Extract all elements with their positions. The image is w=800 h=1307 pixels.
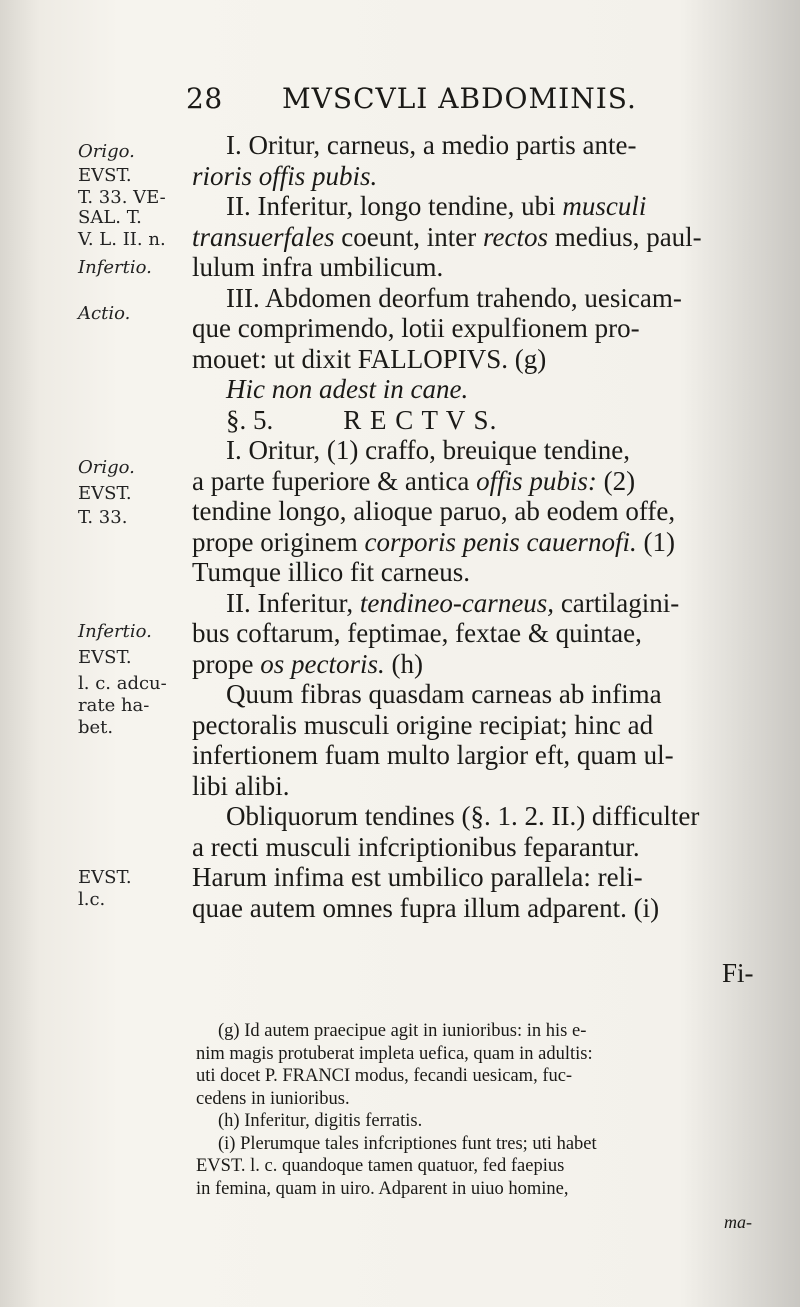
margin-note: SAL. T.: [78, 207, 142, 228]
text-line: Quum fibras quasdam carneas ab infima: [226, 679, 662, 709]
running-head: MVSCVLI ABDOMINIS.: [282, 82, 637, 115]
text-line: [192, 161, 762, 192]
footnote-line: EVST. l. c. quandoque tamen quatuor, fed faepius: [196, 1156, 565, 1176]
margin-note: bet.: [78, 717, 114, 738]
text-span: II. Inferitur, longo tendine, ubi: [226, 191, 556, 221]
text-span: cartilagini-: [560, 587, 680, 618]
text-span: musculi: [562, 191, 647, 221]
text-line: a recti musculi infcriptionibus feparantur.: [192, 831, 640, 862]
text-line: Tumque illico fit carneus.: [192, 557, 470, 587]
margin-note: Origo.: [78, 457, 135, 478]
text-span: II. Inferitur,: [226, 587, 354, 618]
text-line: libi alibi.: [192, 770, 290, 801]
footnote-line: (h) Inferitur, digitis ferratis.: [218, 1111, 423, 1131]
footnotes: [196, 1020, 766, 1200]
margin-note: l. c. adcu-: [78, 673, 167, 694]
text-span: (1): [643, 526, 675, 557]
text-span: (2): [603, 465, 636, 496]
footnote-line: nim magis protuberat impleta uefica, quam in adultis:: [196, 1043, 593, 1064]
text-line: [192, 222, 762, 253]
text-span: medius, paul-: [554, 221, 702, 252]
margin-note: Infertio.: [78, 257, 152, 278]
page-header: [186, 82, 666, 122]
text-span: prope: [192, 648, 254, 679]
main-text: [192, 130, 762, 923]
text-line: mouet: ut dixit FALLOPIVS. (g): [192, 343, 547, 374]
margin-note: rate ha-: [78, 695, 150, 716]
section-number: §. 5.: [226, 404, 274, 435]
margin-note: T. 33.: [78, 507, 128, 528]
footnote-line: in femina, quam in uiro. Adparent in uiuo homine,: [196, 1178, 569, 1199]
margin-note: EVST.: [78, 483, 132, 504]
text-line: I. Oritur, carneus, a medio partis ante-: [226, 130, 637, 160]
text-line: Hic non adest in cane.: [226, 374, 469, 404]
text-line: [192, 649, 762, 680]
margin-note: V. L. II. n.: [78, 229, 166, 250]
text-span: os pectoris.: [260, 648, 385, 679]
text-line: lulum infra umbilicum.: [192, 252, 444, 282]
footnote-line: (g) Id autem praecipue agit in iunioribus: in his e-: [218, 1021, 587, 1041]
text-span: prope originem: [192, 526, 358, 557]
text-line: quae autem omnes fupra illum adparent. (i): [192, 892, 660, 923]
margin-note: EVST.: [78, 867, 132, 888]
margin-note: EVST.: [78, 165, 132, 186]
text-span: a parte fuperiore & antica: [192, 465, 470, 496]
text-line: [192, 588, 762, 619]
text-line: pectoralis musculi origine recipiat; hinc ad: [192, 709, 654, 740]
text-line: [192, 466, 762, 497]
page-number: 28: [186, 82, 223, 115]
margin-note: EVST.: [78, 647, 132, 668]
text-span: transuerfales: [192, 221, 335, 252]
text-line: tendine longo, alioque paruo, ab eodem offe,: [192, 496, 676, 526]
text-span: rectos: [482, 221, 548, 252]
section-title: R E C T V S.: [343, 404, 498, 435]
catchword: Fi-: [722, 958, 754, 988]
footnote-line: (i) Plerumque tales infcriptiones funt tres; uti habet: [218, 1133, 597, 1154]
text-span: corporis penis cauernofi.: [364, 526, 637, 557]
margin-note: T. 33. VE-: [78, 187, 166, 208]
text-line: Harum infima est umbilico parallela: reli-: [192, 862, 643, 892]
text-span: rioris offis pubis.: [192, 160, 378, 191]
text-span: tendineo-carneus,: [359, 587, 555, 618]
margin-note: Actio.: [78, 303, 131, 324]
footnote-catchword: ma-: [724, 1212, 752, 1232]
section-heading: [192, 405, 762, 436]
text-line: infertionem fuam multo largior eft, quam ul-: [192, 740, 674, 770]
margin-note: l.c.: [78, 889, 106, 910]
text-span: coeunt, inter: [341, 221, 477, 252]
footnote-line: uti docet P. FRANCI modus, fecandi uesicam, fuc-: [196, 1066, 573, 1086]
text-line: [192, 191, 762, 222]
text-line: [192, 527, 762, 558]
text-line: I. Oritur, (1) craffo, breuique tendine,: [226, 435, 631, 465]
margin-note: Infertio.: [78, 621, 152, 642]
text-line: Obliquorum tendines (§. 1. 2. II.) difficulter: [226, 801, 700, 831]
margin-note: Origo.: [78, 141, 135, 162]
text-line: que comprimendo, lotii expulfionem pro-: [192, 313, 640, 343]
text-line: III. Abdomen deorfum trahendo, uesicam-: [226, 282, 682, 313]
text-span: (h): [391, 648, 423, 679]
footnote-line: cedens in iunioribus.: [196, 1088, 350, 1109]
text-span: offis pubis:: [476, 465, 597, 496]
text-line: bus coftarum, feptimae, fextae & quintae,: [192, 618, 642, 648]
